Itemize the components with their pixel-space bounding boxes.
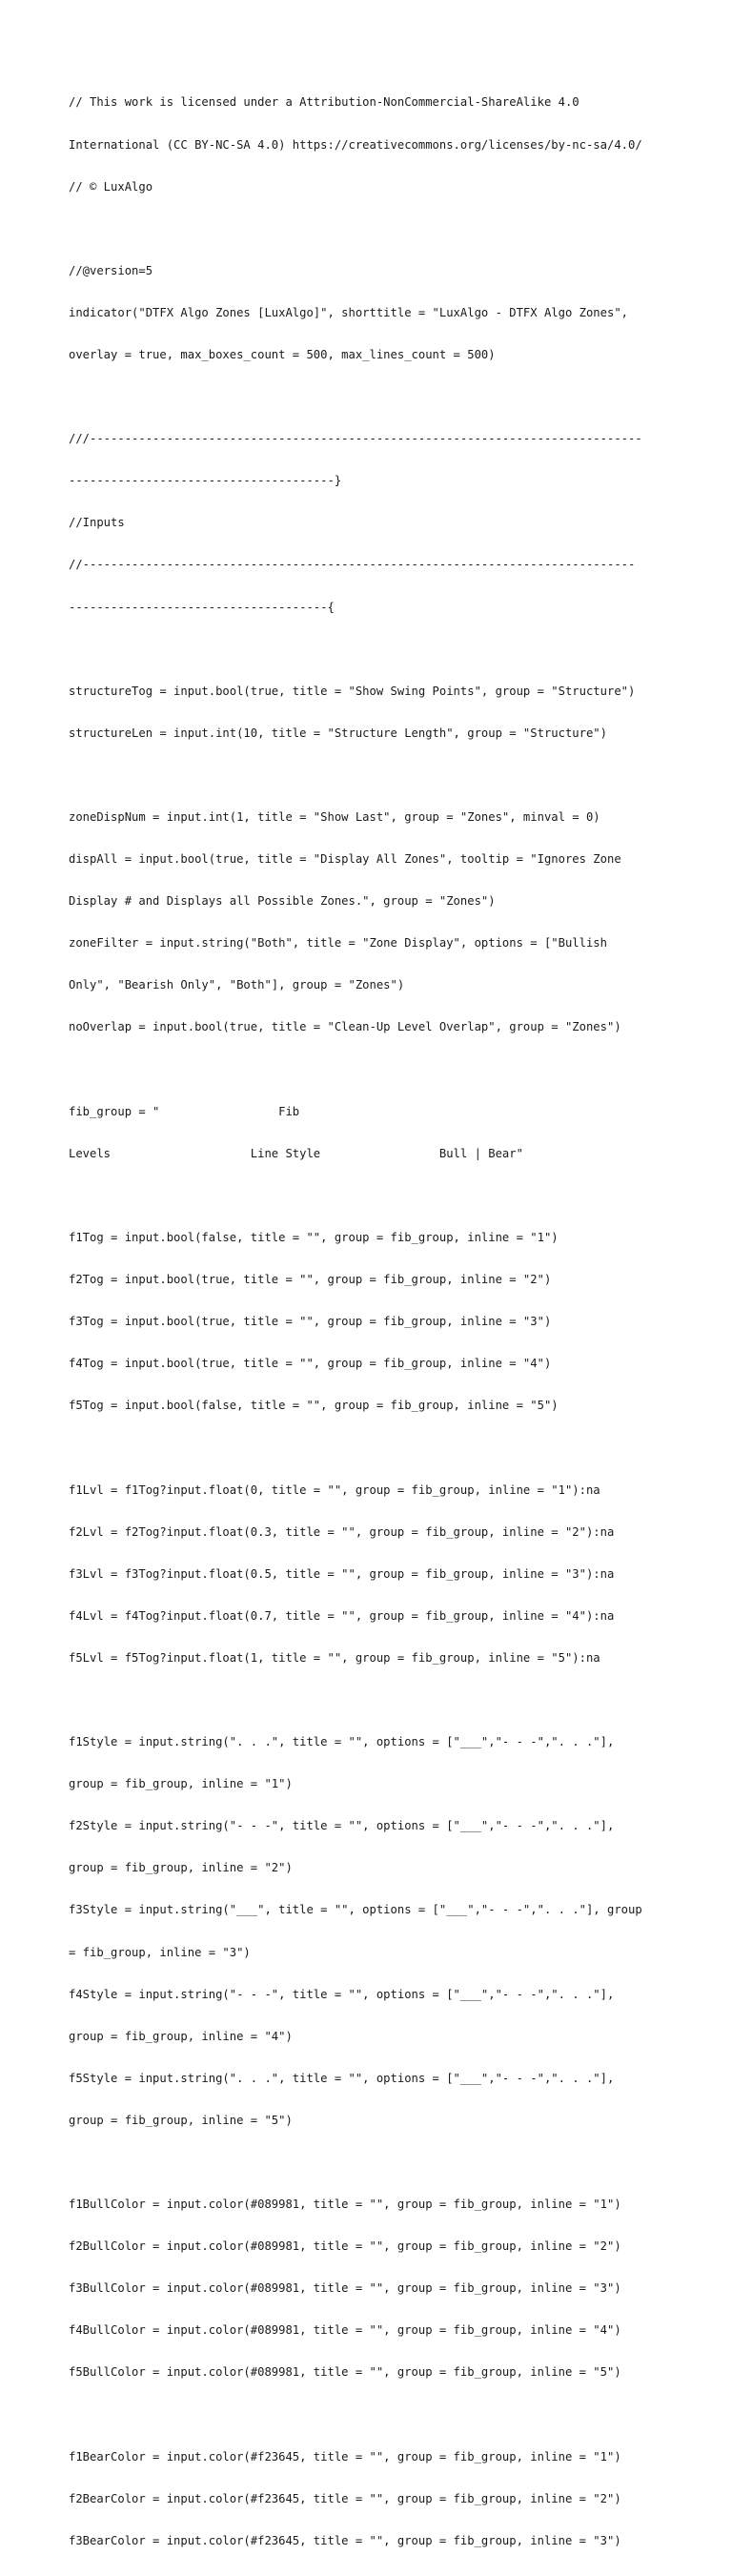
code-line: // © LuxAlgo [69,179,153,194]
code-line: //@version=5 [69,263,153,277]
code-line: f3BearColor = input.color(#f23645, title = "", group = fib_group, inline = "3") [69,2533,621,2547]
code-line: indicator("DTFX Algo Zones [LuxAlgo]", shorttitle = "LuxAlgo - DTFX Algo Zones", [69,305,628,319]
code-line: f5Lvl = f5Tog?input.float(1, title = "", group = fib_group, inline = "5"):na [69,1650,600,1665]
code-line: structureTog = input.bool(true, title = "Show Swing Points", group = "Structure") [69,684,636,698]
code-line: dispAll = input.bool(true, title = "Display All Zones", tooltip = "Ignores Zone [69,852,621,867]
code-line: f4Tog = input.bool(true, title = "", group = fib_group, inline = "4") [69,1357,552,1371]
code-line: fib_group = " Fib [69,1104,300,1118]
code-line: f4BullColor = input.color(#089981, title = "", group = fib_group, inline = "4") [69,2323,621,2338]
code-line: Display # and Displays all Possible Zones.", group = "Zones") [69,894,496,909]
code-line: f4Lvl = f4Tog?input.float(0.7, title = "", group = fib_group, inline = "4"):na [69,1608,615,1623]
code-line: overlay = true, max_boxes_count = 500, max_lines_count = 500) [69,347,496,361]
code-line: noOverlap = input.bool(true, title = "Clean-Up Level Overlap", group = "Zones") [69,1020,621,1034]
code-line: Levels Line Style Bull | Bear" [69,1146,523,1160]
code-line: f5BullColor = input.color(#089981, title = "", group = fib_group, inline = "5") [69,2365,621,2380]
code-line: f5Tog = input.bool(false, title = "", group = fib_group, inline = "5") [69,1399,559,1413]
code-line: f1Lvl = f1Tog?input.float(0, title = "", group = fib_group, inline = "1"):na [69,1482,600,1497]
code-line: f3Tog = input.bool(true, title = "", group = fib_group, inline = "3") [69,1315,552,1329]
code-line: f3Style = input.string("___", title = "", options = ["___","- - -",". . ."], group [69,1903,642,1917]
code-line: f2Style = input.string("- - -", title = "", options = ["___","- - -",". . ."], [69,1819,615,1833]
code-line: f2BullColor = input.color(#089981, title = "", group = fib_group, inline = "2") [69,2239,621,2254]
code-line [69,1693,679,1707]
code-line [69,390,679,404]
code-line [69,1189,679,1203]
code-line [69,2408,679,2423]
code-line: group = fib_group, inline = "1") [69,1777,293,1791]
code-line [69,1063,679,1077]
code-line: group = fib_group, inline = "4") [69,2029,293,2043]
code-line: f2Lvl = f2Tog?input.float(0.3, title = "", group = fib_group, inline = "2"):na [69,1524,615,1539]
code-line [69,2156,679,2170]
code-line: zoneDispNum = input.int(1, title = "Show Last", group = "Zones", minval = 0) [69,810,600,824]
code-line: --------------------------------------} [69,474,342,488]
code-line: f2Tog = input.bool(true, title = "", group = fib_group, inline = "2") [69,1273,552,1287]
code-line: structureLen = input.int(10, title = "Structure Length", group = "Structure") [69,726,607,740]
code-line: f5Style = input.string(". . .", title = "", options = ["___","- - -",". . ."], [69,2071,615,2085]
code-line: -------------------------------------{ [69,600,335,614]
code-line: // This work is licensed under a Attribution-NonCommercial-ShareAlike 4.0 [69,95,580,110]
code-line: zoneFilter = input.string("Both", title = "Zone Display", options = ["Bullish [69,936,607,951]
code-line: f1BullColor = input.color(#089981, title = "", group = fib_group, inline = "1") [69,2198,621,2212]
code-line: //Inputs [69,516,125,530]
code-block [69,68,679,2576]
code-line [69,1441,679,1455]
code-line: f3Lvl = f3Tog?input.float(0.5, title = "", group = fib_group, inline = "3"):na [69,1566,615,1581]
code-line: f1BearColor = input.color(#f23645, title = "", group = fib_group, inline = "1") [69,2449,621,2464]
code-line: f4Style = input.string("- - -", title = "", options = ["___","- - -",". . ."], [69,1987,615,2001]
code-line [69,643,679,657]
code-line [69,768,679,783]
code-line: = fib_group, inline = "3") [69,1945,251,1959]
code-line: group = fib_group, inline = "2") [69,1861,293,1875]
code-line: f1Tog = input.bool(false, title = "", group = fib_group, inline = "1") [69,1230,559,1244]
code-line: ///------------------------------------------------------------------------------- [69,432,642,446]
code-line: International (CC BY-NC-SA 4.0) https://creativecommons.org/licenses/by-nc-sa/4.0/ [69,137,642,152]
code-line: Only", "Bearish Only", "Both"], group = "Zones") [69,978,405,992]
code-line [69,222,679,236]
code-line: f1Style = input.string(". . .", title = "", options = ["___","- - -",". . ."], [69,1735,615,1749]
code-line: group = fib_group, inline = "5") [69,2113,293,2127]
code-line: f2BearColor = input.color(#f23645, title = "", group = fib_group, inline = "2") [69,2491,621,2505]
code-line: f3BullColor = input.color(#089981, title = "", group = fib_group, inline = "3") [69,2281,621,2296]
code-line: //------------------------------------------------------------------------------- [69,558,636,572]
